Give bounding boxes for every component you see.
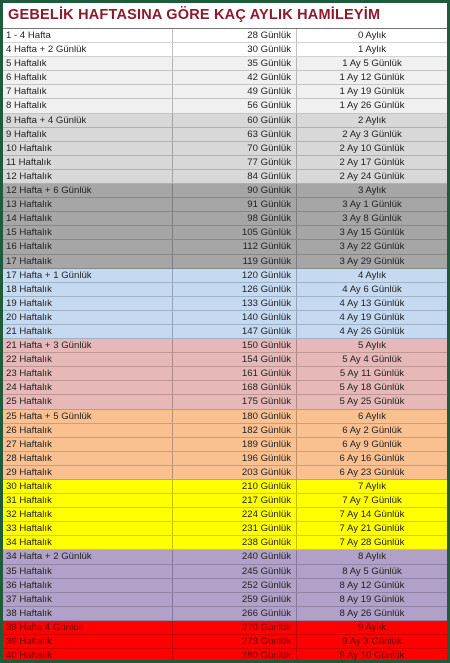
months-cell: 5 Ay 4 Günlük: [342, 354, 402, 366]
months-cell: 9 Ay 10 Günlük: [339, 650, 405, 662]
week-cell: 11 Haftalık: [3, 156, 173, 169]
table-row: [3, 29, 447, 43]
months-cell: 7 Ay 7 Günlük: [342, 495, 402, 507]
months-cell: 3 Ay 1 Günlük: [342, 199, 402, 211]
days-cell: 240 Günlük: [173, 550, 297, 563]
days-cell: 182 Günlük: [173, 424, 297, 437]
week-cell: 32 Haftalık: [3, 508, 173, 521]
table-row: [3, 607, 447, 621]
table-row: [3, 170, 447, 184]
months-cell: 8 Ay 12 Günlük: [339, 579, 405, 591]
months-cell: 6 Aylık: [357, 410, 387, 422]
table-row: [3, 466, 447, 480]
table-row: [3, 240, 447, 254]
months-cell: 4 Ay 13 Günlük: [339, 297, 405, 309]
months-cell: 1 Aylık: [357, 44, 387, 56]
days-cell: 189 Günlük: [173, 438, 297, 451]
days-cell: 70 Günlük: [173, 142, 297, 155]
week-cell: 18 Haftalık: [3, 283, 173, 296]
days-cell: 180 Günlük: [173, 410, 297, 423]
days-cell: 56 Günlük: [173, 99, 297, 112]
week-cell: 9 Haftalık: [3, 128, 173, 141]
months-cell: 0 Aylık: [357, 30, 387, 41]
months-cell: 5 Ay 11 Günlük: [339, 368, 405, 380]
table-row: [3, 565, 447, 579]
days-cell: 203 Günlük: [173, 466, 297, 479]
table-row: [3, 452, 447, 466]
week-cell: 26 Haftalık: [3, 424, 173, 437]
table-row: [3, 522, 447, 536]
week-cell: 38 Hafta 4 Günlük: [3, 621, 173, 634]
days-cell: 224 Günlük: [173, 508, 297, 521]
week-cell: 7 Haftalık: [3, 85, 173, 98]
months-cell: 6 Ay 16 Günlük: [339, 452, 405, 464]
week-cell: 8 Hafta + 4 Günlük: [3, 114, 173, 127]
months-cell: 8 Ay 26 Günlük: [339, 607, 405, 619]
days-cell: 147 Günlük: [173, 325, 297, 338]
week-cell: 34 Haftalık: [3, 536, 173, 549]
table-row: [3, 128, 447, 142]
months-cell: 3 Ay 29 Günlük: [339, 255, 405, 267]
days-cell: 280 Günlük: [173, 649, 297, 662]
table-row: [3, 410, 447, 424]
week-cell: 19 Haftalık: [3, 297, 173, 310]
months-cell: 5 Ay 25 Günlük: [339, 396, 405, 408]
days-cell: 270 Günlük: [173, 621, 297, 634]
week-cell: 33 Haftalık: [3, 522, 173, 535]
week-cell: 39 Haftalık: [3, 635, 173, 648]
week-cell: 6 Haftalık: [3, 71, 173, 84]
days-cell: 119 Günlük: [173, 255, 297, 268]
week-cell: 40 Haftalık: [3, 649, 173, 662]
week-cell: 17 Hafta + 1 Günlük: [3, 269, 173, 282]
table-row: [3, 142, 447, 156]
week-cell: 37 Haftalık: [3, 593, 173, 606]
week-cell: 14 Haftalık: [3, 212, 173, 225]
week-cell: 10 Haftalık: [3, 142, 173, 155]
week-cell: 15 Haftalık: [3, 226, 173, 239]
days-cell: 49 Günlük: [173, 85, 297, 98]
days-cell: 35 Günlük: [173, 57, 297, 70]
days-cell: 150 Günlük: [173, 339, 297, 352]
days-cell: 98 Günlük: [173, 212, 297, 225]
table-row: [3, 43, 447, 57]
days-cell: 84 Günlük: [173, 170, 297, 183]
table-row: [3, 579, 447, 593]
table-row: [3, 438, 447, 452]
months-cell: 2 Aylık: [357, 114, 387, 126]
days-cell: 126 Günlük: [173, 283, 297, 296]
days-cell: 140 Günlük: [173, 311, 297, 324]
days-cell: 120 Günlük: [173, 269, 297, 282]
days-cell: 63 Günlük: [173, 128, 297, 141]
days-cell: 252 Günlük: [173, 579, 297, 592]
table-row: [3, 635, 447, 649]
months-cell: 2 Ay 17 Günlük: [339, 156, 405, 168]
months-cell: 8 Ay 5 Günlük: [342, 565, 402, 577]
week-cell: 8 Haftalık: [3, 99, 173, 112]
months-cell: 6 Ay 23 Günlük: [339, 466, 405, 478]
week-cell: 29 Haftalık: [3, 466, 173, 479]
days-cell: 259 Günlük: [173, 593, 297, 606]
table-row: [3, 353, 447, 367]
week-cell: 31 Haftalık: [3, 494, 173, 507]
months-cell: 9 Aylık: [357, 621, 387, 633]
months-cell: 4 Ay 19 Günlük: [339, 311, 405, 323]
table-row: [3, 212, 447, 226]
months-cell: 5 Ay 18 Günlük: [339, 382, 405, 394]
table-row: [3, 71, 447, 85]
week-cell: 13 Haftalık: [3, 198, 173, 211]
table-row: [3, 424, 447, 438]
week-cell: 22 Haftalık: [3, 353, 173, 366]
table-row: [3, 621, 447, 635]
days-cell: 273 Günlük: [173, 635, 297, 648]
months-cell: 3 Ay 22 Günlük: [339, 241, 405, 253]
months-cell: 1 Ay 12 Günlük: [339, 72, 405, 84]
months-cell: 4 Ay 26 Günlük: [339, 325, 405, 337]
table-row: [3, 367, 447, 381]
table-row: [3, 508, 447, 522]
table-row: [3, 550, 447, 564]
months-cell: 3 Ay 8 Günlük: [342, 213, 402, 225]
week-cell: 1 - 4 Hafta: [3, 29, 173, 42]
week-cell: 4 Hafta + 2 Günlük: [3, 43, 173, 56]
table-row: [3, 494, 447, 508]
days-cell: 30 Günlük: [173, 43, 297, 56]
months-cell: 2 Ay 10 Günlük: [339, 142, 405, 154]
months-cell: 7 Aylık: [357, 481, 387, 492]
week-cell: 21 Hafta + 3 Günlük: [3, 339, 173, 352]
table-row: [3, 381, 447, 395]
days-cell: 231 Günlük: [173, 522, 297, 535]
table-row: [3, 114, 447, 128]
table-row: [3, 593, 447, 607]
days-cell: 91 Günlük: [173, 198, 297, 211]
week-cell: 35 Haftalık: [3, 565, 173, 578]
days-cell: 60 Günlük: [173, 114, 297, 127]
week-cell: 36 Haftalık: [3, 579, 173, 592]
months-cell: 4 Aylık: [357, 269, 387, 281]
months-cell: 6 Ay 2 Günlük: [342, 424, 402, 436]
months-cell: 4 Ay 6 Günlük: [342, 283, 402, 295]
days-cell: 168 Günlük: [173, 381, 297, 394]
months-cell: 1 Ay 26 Günlük: [339, 100, 405, 112]
table-row: [3, 311, 447, 325]
days-cell: 112 Günlük: [173, 240, 297, 253]
week-cell: 21 Haftalık: [3, 325, 173, 338]
days-cell: 175 Günlük: [173, 395, 297, 408]
week-cell: 34 Hafta + 2 Günlük: [3, 550, 173, 563]
pregnancy-week-table: [3, 28, 447, 663]
days-cell: 245 Günlük: [173, 565, 297, 578]
table-row: [3, 156, 447, 170]
week-cell: 12 Hafta + 6 Günlük: [3, 184, 173, 197]
table-row: [3, 480, 447, 494]
table-row: [3, 198, 447, 212]
months-cell: 2 Ay 3 Günlük: [342, 128, 402, 140]
months-cell: 1 Ay 5 Günlük: [342, 58, 402, 70]
week-cell: 24 Haftalık: [3, 381, 173, 394]
days-cell: 238 Günlük: [173, 536, 297, 549]
table-row: [3, 325, 447, 339]
months-cell: 3 Ay 15 Günlük: [339, 227, 405, 239]
table-row: [3, 85, 447, 99]
days-cell: 42 Günlük: [173, 71, 297, 84]
months-cell: 9 Ay 3 Günlük: [342, 636, 402, 648]
table-row: [3, 649, 447, 663]
months-cell: 6 Ay 9 Günlük: [342, 438, 402, 450]
week-cell: 25 Haftalık: [3, 395, 173, 408]
months-cell: 1 Ay 19 Günlük: [339, 86, 405, 98]
table-row: [3, 395, 447, 409]
week-cell: 30 Haftalık: [3, 480, 173, 493]
days-cell: 28 Günlük: [173, 29, 297, 42]
months-cell: 7 Ay 21 Günlük: [339, 523, 405, 535]
week-cell: 16 Haftalık: [3, 240, 173, 253]
days-cell: 266 Günlük: [173, 607, 297, 620]
days-cell: 77 Günlük: [173, 156, 297, 169]
week-cell: 5 Haftalık: [3, 57, 173, 70]
table-row: [3, 536, 447, 550]
days-cell: 154 Günlük: [173, 353, 297, 366]
table-row: [3, 57, 447, 71]
week-cell: 20 Haftalık: [3, 311, 173, 324]
page-title: GEBELİK HAFTASINA GÖRE KAÇ AYLIK HAMİLEYİM: [8, 7, 381, 23]
days-cell: 210 Günlük: [173, 480, 297, 493]
table-row: [3, 184, 447, 198]
week-cell: 38 Haftalık: [3, 607, 173, 620]
days-cell: 217 Günlük: [173, 494, 297, 507]
days-cell: 161 Günlük: [173, 367, 297, 380]
table-row: [3, 255, 447, 269]
months-cell: 5 Aylık: [357, 340, 387, 352]
months-cell: 8 Ay 19 Günlük: [339, 593, 405, 605]
months-cell: 2 Ay 24 Günlük: [339, 170, 405, 182]
table-row: [3, 283, 447, 297]
week-cell: 28 Haftalık: [3, 452, 173, 465]
days-cell: 196 Günlük: [173, 452, 297, 465]
table-row: [3, 269, 447, 283]
months-cell: 3 Aylık: [357, 185, 387, 197]
months-cell: 7 Ay 28 Günlük: [339, 537, 405, 549]
table-row: [3, 339, 447, 353]
week-cell: 17 Haftalık: [3, 255, 173, 268]
table-row: [3, 99, 447, 113]
week-cell: 23 Haftalık: [3, 367, 173, 380]
months-cell: 8 Aylık: [357, 551, 387, 563]
months-cell: 7 Ay 14 Günlük: [339, 509, 405, 521]
week-cell: 25 Hafta + 5 Günlük: [3, 410, 173, 423]
week-cell: 12 Haftalık: [3, 170, 173, 183]
table-row: [3, 226, 447, 240]
table-row: [3, 297, 447, 311]
days-cell: 105 Günlük: [173, 226, 297, 239]
days-cell: 133 Günlük: [173, 297, 297, 310]
week-cell: 27 Haftalık: [3, 438, 173, 451]
days-cell: 90 Günlük: [173, 184, 297, 197]
